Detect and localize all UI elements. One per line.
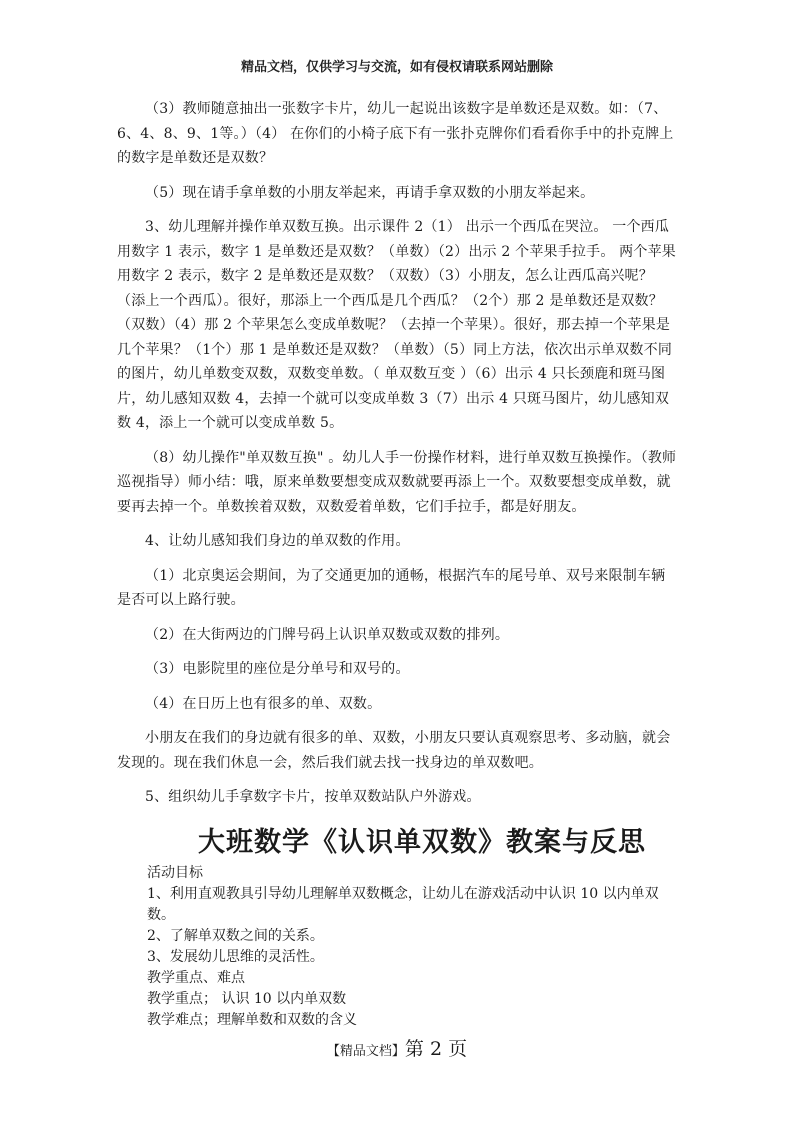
paragraph-item-2: （2）在大街两边的门牌号码上认识单双数或双数的排列。 — [145, 626, 510, 643]
paragraph-step-3-4: （3）教师随意抽出一张数字卡片，幼儿一起说出该数字是单数还是双数。如：（7、6、4、8、9、1等。）（4） 在你们的小椅子底下有一张扑克牌你们看看你手中的扑克牌上的数字是单数还是双数？ — [117, 101, 674, 166]
document-body — [117, 97, 677, 1031]
paragraph-section-3: 3、幼儿理解并操作单双数互换。出示课件 2（1） 出示一个西瓜在哭泣。 一个西瓜用数字 1 表示，数字 1 是单数还是双数？（单数）（2）出示 2 个苹果手拉手。 两个苹果用数字 2 表示，数字 2 是单数还是双数？（双数）（3）小朋友，怎么让西瓜高兴呢？（添上一个西瓜）。很好，那添上一个西瓜是几个西瓜？（2个）那 2 是单数还是双数？（双数）（4）那 2 个苹果怎么变成单数呢？（去掉一个苹果）。很好，那去掉一个苹果是几个苹果？（1个）那 1 是单数还是双数？（单数）（5）同上方法，依次出示单双数不同的图片，幼儿单数变双数，双数变单数。（ 单双数互变 ）（6）出示 4 只长颈鹿和斑马图片，幼儿感知双数 4，去掉一个就可以变成单数 3（7）出示 4 只斑马图片，幼儿感知双数 4，添上一个就可以变成单数 5。 — [117, 219, 676, 431]
goal-item-1: 1、利用直观教具引导幼儿理解单双数概念，让幼儿在游戏活动中认识 10 以内单双数。 — [147, 885, 659, 923]
section-heading-goals: 活动目标 — [147, 864, 203, 881]
paragraph-step-5: （5）现在请手拿单数的小朋友举起来，再请手拿双数的小朋友举起来。 — [145, 184, 595, 201]
paragraph-step-8: （8）幼儿操作"单双数互换" 。幼儿人手一份操作材料，进行单双数互换操作。（教师巡视指导）师小结：哦，原来单数要想变成双数就要再添上一个。双数要想变成单数，就要再去掉一个。单数挨着双数，双数爱着单数，它们手拉手，都是好朋友。 — [117, 449, 677, 515]
activity-goals-section — [117, 863, 677, 1031]
paragraph-summary: 小朋友在我们的身边就有很多的单、双数，小朋友只要认真观察思考、多动脑，就会发现的。现在我们休息一会，然后我们就去找一找身边的单双数吧。 — [117, 730, 671, 771]
section-heading-key-points: 教学重点、难点 — [147, 969, 245, 986]
page-header: 精品文档，仅供学习与交流，如有侵权请联系网站删除 — [240, 60, 553, 75]
paragraph-item-4: （4）在日历上也有很多的单、双数。 — [145, 695, 382, 712]
paragraph-item-3: （3）电影院里的座位是分单号和双号的。 — [145, 661, 410, 677]
key-point: 教学重点； 认识 10 以内单双数 — [147, 990, 347, 1007]
difficult-point: 教学难点；理解单数和双数的含义 — [147, 1011, 357, 1028]
goal-item-2: 2、了解单双数之间的关系。 — [147, 927, 324, 944]
paragraph-section-4: 4、让幼儿感知我们身边的单双数的作用。 — [145, 533, 410, 549]
document-title: 大班数学《认识单双数》教案与反思 — [198, 826, 646, 858]
paragraph-section-5: 5、组织幼儿手拿数字卡片，按单双数站队户外游戏。 — [145, 789, 481, 805]
footer-label: 【精品文档】 — [326, 1044, 405, 1059]
page-number: 第 2 页 — [404, 1038, 468, 1060]
paragraph-item-1: （1）北京奥运会期间，为了交通更加的通畅，根据汽车的尾号单、双号来限制车辆是否可以上路行驶。 — [117, 567, 666, 608]
page-footer — [0, 1034, 794, 1061]
goal-item-3: 3、发展幼儿思维的灵活性。 — [147, 948, 324, 965]
